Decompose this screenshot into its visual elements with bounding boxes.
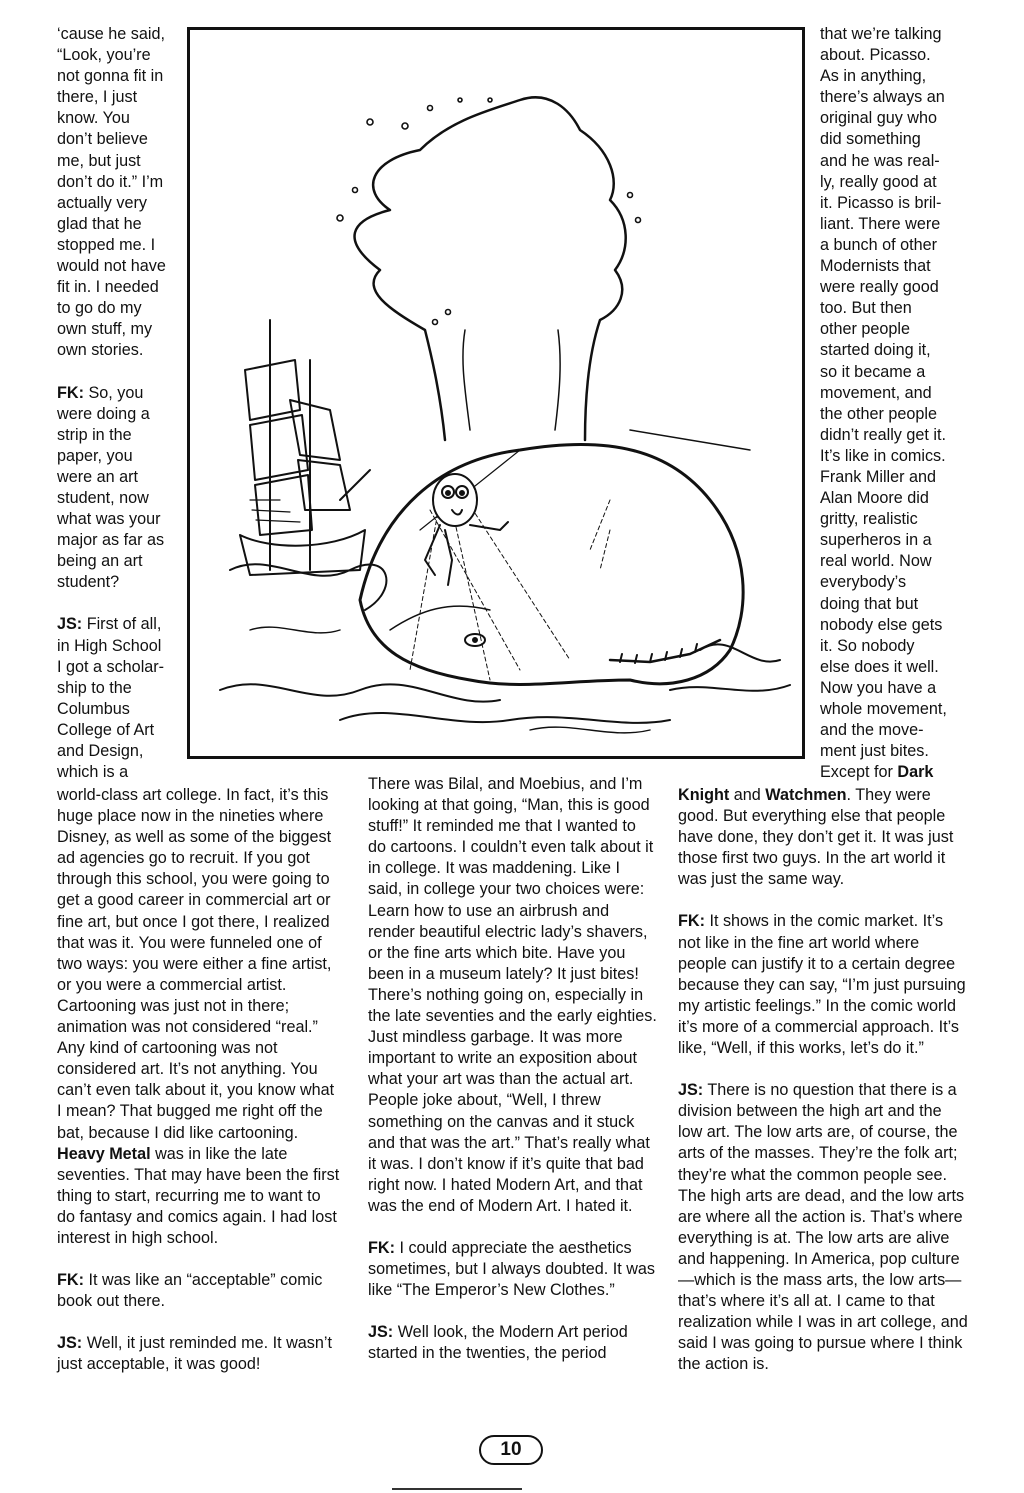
whale-body [360,444,743,684]
paragraph-fk-comic-market [678,911,968,1059]
text-line: to go do my [57,299,142,318]
text-line: there, I just [57,88,138,107]
text-line: ‘cause he said, [57,25,165,43]
paragraph-picasso [820,24,970,762]
text-line: As in anything, [820,67,927,86]
text-line: College of Art [57,720,155,739]
text-line: were really good [820,278,939,297]
text-line: student? [57,573,120,592]
paragraph-js-reminded [57,1333,342,1375]
column-left-top [57,24,187,783]
paragraph-fk-aesthetics [368,1238,658,1301]
text-line: whole movement, [820,700,947,718]
speaker-label-fk: FK: [678,912,705,931]
text-line: Columbus [57,699,130,718]
text-line: it. So nobody [820,636,915,655]
text-line: fit in. I needed [57,278,159,297]
text-line: and the move- [820,721,924,740]
text-line: being an art [57,552,143,571]
text-line: would not have [57,257,166,276]
text-run: Well, it just reminded me. It wasn’t just acceptable, it was good! [57,1334,332,1374]
text-line: don’t do it.” I’m [57,172,164,191]
text-line: Modernists that [820,257,931,276]
text-line: started doing it, [820,341,931,360]
text-line: paper, you [57,446,133,465]
text-line: original guy who [820,109,937,128]
text-line: nobody else gets [820,615,943,634]
text-line: don’t believe [57,130,148,149]
bottom-rule [392,1488,522,1490]
title-knight: Knight [678,786,730,804]
text-line: and he was real- [820,151,940,170]
cartoon-character [425,474,508,585]
text-line: me, but just [57,151,141,170]
text-run: Except for [820,763,898,782]
text-line: Frank Miller and [820,467,937,486]
whale-ship-illustration [187,27,805,759]
text-line: movement, and [820,383,932,402]
text-line: major as far as [57,531,165,550]
speaker-label-js: JS: [678,1081,704,1100]
paragraph-fk-question [57,383,187,594]
title-dark: Dark [897,763,934,782]
text-line: were doing a [57,404,150,423]
title-heavy-metal: Heavy Metal [57,1144,151,1163]
text-line: in High School [57,636,162,655]
text-line: ly, really good at [820,172,937,191]
text-run: was in like the late seventies. That may have been the first thing to start, recurring me to want to do fantasy and comics again. I had lost interest in high school. [57,1144,340,1247]
text-run: There is no question that there is a division between the high art and the low art. The low arts are, of course, the arts of the masses. They’re the folk art; they’re what the common people see. The high arts are dead, and the low arts are where all the action is. That’s where everything is at. The low arts are alive and happening. In America, pop culture—which is the mass arts, the low arts—that’s where it’s all at. I came to that realization while I was in art college, and said I was going to pursue where I think the action is. [678,1081,968,1374]
line-except-for-dark [820,762,970,783]
text-line: the other people [820,404,938,423]
text-line: It’s like in comics. [820,446,946,465]
speaker-label-fk: FK: [57,383,84,402]
text-line: own stuff, my [57,320,153,339]
text-line: what was your [57,510,161,529]
column-right-bottom [678,785,968,1375]
text-line: that we’re talking [820,25,942,43]
text-line: ment just bites. [820,742,929,761]
paragraph-js-answer [57,614,187,783]
text-line: ship to the [57,678,132,697]
paragraph-js-modern-art [368,1322,658,1364]
text-run: Well look, the Modern Art period started in the twenties, the period [368,1323,628,1363]
text-line: were an art [57,467,138,486]
text-line: strip in the [57,425,132,444]
text-line: everybody’s [820,573,907,592]
paragraph-dark-knight-watchmen [678,785,968,890]
text-line: superheros in a [820,531,932,550]
text-line: know. You [57,109,130,128]
text-run: It shows in the comic market. It’s not like in the fine art world where people can justify it to a certain degree because they can say, “I’m just pursuing my artistic feelings.” In the comic world it’s more of a commercial approach. It’s like, “Well, if this works, let’s do it.” [678,912,966,1058]
text-line: it. Picasso is bril- [820,193,942,212]
text-line: not gonna fit in [57,67,164,86]
text-line: Alan Moore did [820,489,929,508]
text-line: there’s always an [820,88,945,107]
column-left-bottom [57,785,342,1375]
paragraph-fk-acceptable [57,1270,342,1312]
text-line: a bunch of other [820,235,937,254]
text-line: student, now [57,488,149,507]
text-run: world-class art college. In fact, it’s this huge place now in the nineties where Disney, as well as some of the biggest ad agencies go to recruit. If you got through this school, you were going to get a good career in commercial art or fine art, but once I got there, I realized that was it. You were funneled one of two ways: you were either a fine artist, or you were a commercial artist. Cartooning was just not in there; animation was not considered “real.” Any kind of cartooning was not considered art. It’s not anything. You can’t even talk about it, you know what I mean? That bugged me right off the bat, because I did like cartooning. [57,786,335,1142]
speaker-label-fk: FK: [368,1238,395,1257]
text-line: own stories. [57,341,144,360]
text-line: “Look, you’re [57,46,151,65]
speaker-label-js: JS: [57,1334,83,1353]
text-line: which is a [57,763,129,782]
water-spout [355,97,626,440]
text-line: gritty, realistic [820,510,918,529]
text-line: First of all, [82,615,162,634]
text-line: did something [820,130,921,149]
paragraph-art-college [57,785,342,1249]
speaker-label-js: JS: [368,1323,394,1342]
text-run: I could appreciate the aesthetics sometimes, but I always doubted. It was like “The Emperor’s New Clothes.” [368,1238,656,1300]
text-line: actually very [57,193,147,212]
paragraph-bilal-moebius: There was Bilal, and Moebius, and I’m looking at that going, “Man, this is good stuff!” It reminded me that I wanted to do cartoons. I couldn’t even talk about it in college. It was maddening. Like I said, in college your two choices were: Learn how to use an airbrush and render beautiful electric lady’s shavers, or the fine arts which bite. Have you been in a museum lately? It just bites! There’s nothing going on, especially in the late seventies and the early eighties. Just mindless garbage. It was more important to write an exposition about what your art was than the actual art. People joke about, “Well, I threw something on the canvas and it stuck and that was the art.” That’s really what it was. I don’t know if it’s quite that bad right now. I hated Modern Art, and that was the end of Modern Art. I hated it. [368,775,657,1215]
column-right-top [820,24,970,783]
text-line: stopped me. I [57,235,156,254]
sailing-ship [240,320,370,575]
text-line: didn’t really get it. [820,425,946,444]
paragraph-js-high-low-art [678,1080,968,1375]
paragraph-cause-he-said [57,24,187,362]
speaker-label-js: JS: [57,615,83,634]
page-number: 10 [479,1435,543,1465]
text-run: and [729,786,766,804]
text-line: so it became a [820,362,926,381]
text-line: I got a scholar- [57,657,165,676]
text-line: too. But then [820,299,912,318]
text-line: doing that but [820,594,919,613]
text-line: and Design, [57,742,144,760]
text-run: It was like an “acceptable” comic book out there. [57,1271,323,1311]
text-run: . They were good. But everything else that people have done, they don’t get it. It was just those first two guys. In the art world it was just the same way. [678,786,954,889]
text-line: So, you [83,383,144,402]
text-line: Now you have a [820,678,937,697]
text-line: about. Picasso. [820,46,931,65]
speaker-label-fk: FK: [57,1271,84,1290]
text-line: other people [820,320,911,339]
column-middle [368,774,658,1364]
title-watchmen: Watchmen [765,786,847,804]
text-line: glad that he [57,214,142,233]
text-line: real world. Now [820,552,932,571]
text-line: liant. There were [820,214,941,233]
text-line: else does it well. [820,657,939,676]
